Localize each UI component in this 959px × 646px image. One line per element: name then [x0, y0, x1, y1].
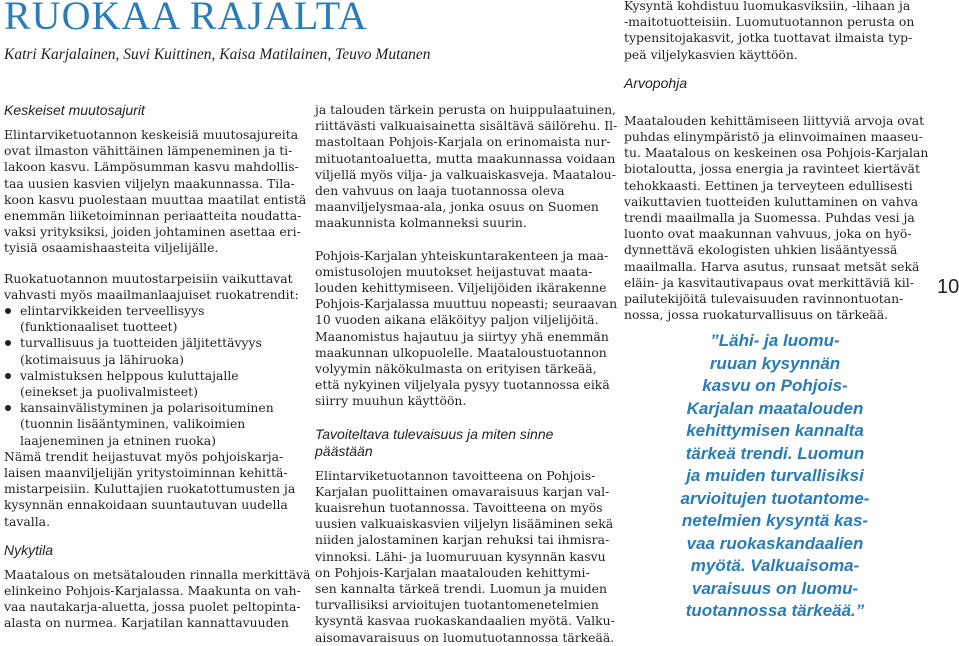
text-line: lakoon kasvu. Lämpösumman kasvu mahdollis-: [4, 159, 299, 175]
quote-line: Karjalan maatalouden: [686, 398, 864, 418]
text-line: turvallisiksi arvioitujen tuotantomenetelmien: [315, 597, 599, 613]
quote-line: varaisuus on luomu-: [691, 578, 859, 598]
text-line: taa uusien kasvien viljelyn maakunnassa. Tila-: [4, 175, 295, 191]
text-line: Elintarviketuotannon tavoitteena on Pohjois-: [315, 467, 596, 483]
paragraph: [315, 247, 618, 410]
text-line: että nykyinen viljelyala pysyy tuotannossa eikä: [315, 377, 610, 393]
text-line: maakunnan ulkopuolelle. Maataloustuotannon: [315, 344, 607, 360]
text-line: pailutekijöitä tulevaisuuden ravinnontuotan-: [624, 291, 904, 307]
heading-tavoiteltava-tulevaisuus: Tavoiteltava tulevaisuus ja miten sinne päästään: [315, 425, 554, 459]
paragraph: [4, 271, 300, 303]
quote-line: netelmien kysyntä kas-: [681, 511, 869, 530]
quote-line: arvioitujen tuotantome-: [680, 488, 870, 508]
text-line: Kysyntä kohdistuu luomukasviksiin, -lihaan ja: [624, 0, 911, 13]
quote-line: ”Lähi- ja luomu-: [710, 331, 840, 350]
text-line: viljellä myös vilja- ja valkuaiskasveja. Maatalou-: [315, 166, 616, 182]
text-line: Pohjois-Karjalassa muuttuu nopeasti; seuraavan: [315, 296, 618, 312]
quote-line: kehittymisen kannalta: [686, 421, 864, 440]
text-line: kysynnän ennakoidaan suuntautuvan uudella: [4, 497, 288, 513]
text-line: louden kehittymiseen. Viljelijöiden ikärakenne: [315, 280, 607, 296]
quote-line: myötä. Valkuaisoma-: [690, 556, 860, 575]
text-line: uusien valkuaiskasvien viljelyn lisääminen sekä: [315, 516, 614, 532]
text-line: -maitotuotteisiin. Luomutuotannon perusta on: [624, 14, 915, 30]
text-line: ovat ilmaston vähittäinen lämpeneminen ja ti-: [4, 143, 293, 159]
text-line: laisen maanviljelijän yritystoiminnan kehittä-: [4, 465, 288, 481]
column-1: [4, 102, 311, 632]
text-line: omistusolojen muutokset heijastuvat maata-: [315, 263, 593, 279]
page-number: 10: [937, 276, 959, 298]
text-line: ja talouden tärkein perusta on huippulaatuinen,: [315, 102, 616, 117]
paragraph: [315, 102, 618, 232]
text-line: Maatalouden kehittämiseen liittyviä arvoja ovat: [624, 112, 925, 128]
text-line: biotaloutta, jossa energia ja ravinteet kiertävät: [624, 161, 920, 177]
heading-nykytila: Nykytila: [4, 541, 54, 558]
trend-bullet-list: [4, 303, 300, 449]
text-line: koon kasvu puolestaan muuttaa maatilat entistä: [4, 191, 307, 207]
text-line: Ruokatuotannon muutostarpeisiin vaikuttavat: [4, 270, 293, 286]
text-line: Maanomistus hajautuu ja siirtyy yhä enemmän: [315, 328, 609, 344]
text-line: trendi maailmalla ja Suomessa. Puhdas vesi ja: [624, 210, 915, 226]
text-line: peä viljelykasvien käyttöön.: [624, 46, 798, 62]
text-line: Maatalous on metsätalouden rinnalla merkittävä: [4, 566, 311, 582]
text-line: enemmän liiketoiminnan periaatteita noudatta-: [4, 208, 302, 224]
text-line: maakunnista kolmanneksi suurin.: [315, 215, 527, 231]
heading-arvopohja: Arvopohja: [624, 74, 688, 91]
text-line: tavalla.: [4, 513, 51, 529]
text-line: Pohjois-Karjalan yhteiskuntarakenteen ja maa-: [315, 247, 609, 263]
text-line: puhdas elinympäristö ja elinvoimainen maaseu-: [624, 129, 923, 145]
text-line: dynnettävä ekologisten uhkien lisääntyessä: [624, 242, 898, 258]
quote-line: tärkeä trendi. Luomun: [685, 443, 865, 463]
bullet-item: valmistuksen helppous kuluttajalle: [4, 368, 300, 384]
quote-line: tuotannossa tärkeää.”: [685, 601, 865, 620]
bullet-item: elintarvikkeiden terveellisyys: [4, 303, 300, 319]
bullet-icon: [5, 373, 11, 379]
bullet-continuation: (kotimaisuus ja lähiruoka): [20, 351, 185, 367]
paragraph: [4, 449, 300, 530]
paragraph: [624, 112, 929, 324]
text-line: vaikuttavien tuotteiden kuluttaminen on vahva: [624, 193, 919, 209]
text-line: mastoltaan Pohjois-Karjala on erinomaista nur-: [315, 134, 611, 150]
paragraph: [4, 127, 307, 257]
text-line: elinkeino Pohjois-Karjalassa. Maakunta on vah-: [4, 583, 301, 599]
text-line: maailmalla. Harva asutus, runsaat metsät sekä: [624, 258, 920, 274]
pull-quote: [650, 330, 900, 623]
paragraph: [4, 566, 311, 632]
text-line: alasta on nurmea. Karjatilan kannattavuuden: [4, 615, 289, 631]
text-line: vahvasti myös maailmanlaajuiset ruokatrendit:: [4, 286, 299, 302]
text-line: maanviljelysmaa-ala, jonka osuus on Suomen: [315, 199, 599, 215]
text-line: luonto ovat maakunnan vahvuus, joka on hyö-: [624, 226, 912, 242]
heading-keskeiset-muutosajurit: Keskeiset muutosajurit: [4, 102, 145, 118]
quote-line: ruuan kysynnän: [709, 353, 841, 373]
quote-line: kasvu on Pohjois-: [702, 376, 848, 395]
quote-line: ja muiden turvallisiksi: [686, 466, 864, 485]
text-line: niiden jalostaminen karjan rehuksi tai ihmisra-: [315, 532, 610, 548]
bullet-continuation: (einekset ja puolivalmisteet): [20, 384, 198, 400]
text-line: kuaisrehun tuotannossa. Tavoitteena on myös: [315, 500, 603, 516]
text-line: tu. Maatalous on keskeinen osa Pohjois-Karjalan: [624, 145, 929, 161]
quote-line: vaa ruokaskandaalien: [686, 533, 864, 553]
text-line: eläin- ja kasvitautivapaus ovat merkittäviä kil-: [624, 274, 914, 290]
text-line: volyymin näkökulmasta on erityisen tärkeää,: [315, 361, 597, 377]
text-line: vaksi yrityksiksi, joiden johtaminen asettaa eri-: [4, 224, 301, 240]
column-2: [315, 102, 618, 646]
text-line: kysyntä kasvaa ruokaskandaalien myötä. Valku-: [315, 613, 615, 629]
bullet-icon: [5, 308, 11, 314]
bullet-continuation: (funktionaaliset tuotteet): [20, 319, 178, 335]
text-line: Elintarviketuotannon keskeisiä muutosajureita: [4, 127, 299, 142]
column-3: [624, 0, 929, 323]
text-line: Karjalan puolittainen omavaraisuus karjan val-: [315, 483, 610, 499]
text-line: vinnoksi. Lähi- ja luomuruuan kysynnän kasvu: [315, 548, 606, 564]
text-line: den vahvuus on laaja tuotannossa oleva: [315, 183, 565, 199]
article-authors: Katri Karjalainen, Suvi Kuittinen, Kaisa Matilainen, Teuvo Mutanen: [4, 46, 431, 63]
text-line: aisomavaraisuus on luomutuotannossa tärkeää.: [315, 629, 615, 645]
text-line: Nämä trendit heijastuvat myös pohjoiskarja-: [4, 448, 284, 464]
text-line: vaa nautakarja-aluetta, jossa puolet peltopinta-: [4, 599, 301, 615]
text-line: mistarpeisiin. Kuluttajien ruokatottumusten ja: [4, 481, 296, 497]
text-line: tyisiä osaamishaasteita viljelijälle.: [4, 240, 219, 256]
bullet-item: kansainvälistyminen ja polarisoituminen: [4, 400, 300, 416]
text-line: mituotantoaluetta, mutta maakunnassa voidaan: [315, 150, 616, 166]
bullet-item: turvallisuus ja tuotteiden jäljitettävyys: [4, 335, 300, 351]
bullet-icon: [5, 405, 11, 411]
article-title: RUOKAA RAJALTA: [4, 0, 368, 38]
text-line: sen kannalta tärkeä trendi. Luomun ja muiden: [315, 581, 607, 597]
text-line: typensitojakasvit, jotka tuottavat ilmaista typ-: [624, 30, 913, 46]
text-line: tehokkaasti. Eettinen ja terveyteen edullisesti: [624, 177, 913, 193]
text-line: siirry muuhun käyttöön.: [315, 393, 467, 409]
text-line: on Pohjois-Karjalan maatalouden kehittymi-: [315, 564, 590, 580]
paragraph: [624, 0, 920, 63]
text-line: 10 vuoden aikana eläköityy paljon viljelijöitä.: [315, 312, 599, 328]
bullet-continuation: (tuonnin lisääntyminen, valikoimien: [20, 416, 246, 432]
text-line: riittävästi valkuaisainetta sisältävä säilörehu. Il-: [315, 118, 618, 134]
bullet-continuation: laajeneminen ja etninen ruoka): [20, 432, 216, 448]
paragraph: [315, 467, 615, 646]
bullet-icon: [5, 340, 11, 346]
text-line: nossa, jossa ruokaturvallisuus on tärkeää.: [624, 307, 889, 323]
